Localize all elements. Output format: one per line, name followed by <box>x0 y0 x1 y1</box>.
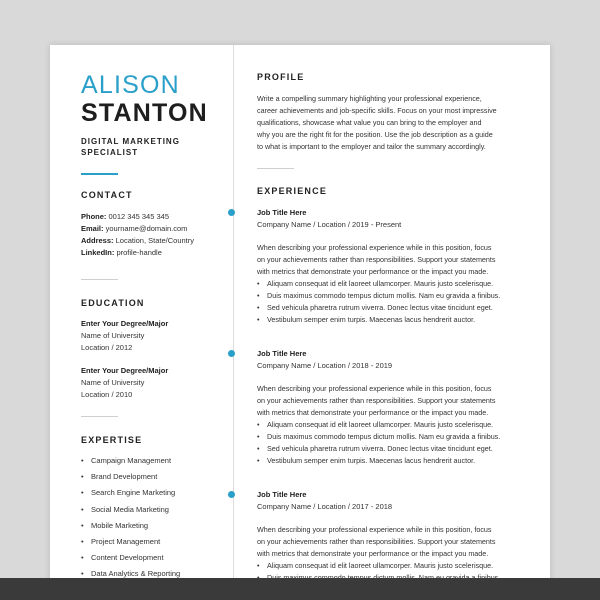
job-company: Company Name / Location / 2017 - 2018 <box>257 502 393 511</box>
job-bullets <box>257 419 527 467</box>
linkedin-value: profile-handle <box>116 248 162 257</box>
list-item: • Duis maximus commodo tempus dictum mollis. Nam eu gravida a finibus. <box>257 290 527 302</box>
job-entry <box>257 489 527 584</box>
last-name: STANTON <box>81 99 208 127</box>
university: Name of University <box>81 331 145 340</box>
list-item: • Vestibulum semper enim turpis. Maecenas lacus hendrerit auctor. <box>257 314 527 326</box>
linkedin-label: LinkedIn: <box>81 248 115 257</box>
phone-value: 0012 345 345 345 <box>108 212 169 221</box>
list-item: • Duis maximus commodo tempus dictum mollis. Nam eu gravida a finibus. <box>257 431 527 443</box>
list-item: • Aliquam consequat id elit laoreet ullamcorper. Mauris justo scelerisque. <box>257 278 527 290</box>
list-item: • Vestibulum semper enim turpis. Maecenas lacus hendrerit auctor. <box>257 455 527 467</box>
email-value: yourname@domain.com <box>105 224 188 233</box>
address-label: Address: <box>81 236 114 245</box>
column-divider <box>233 45 234 600</box>
job-role <box>81 136 221 158</box>
timeline-dot-icon <box>228 209 235 216</box>
first-name: ALISON <box>81 71 180 99</box>
text-line: on your achievements rather than responsibilities. Support your statements <box>257 537 496 546</box>
text-line: When describing your professional experience while in this position, focus <box>257 243 492 252</box>
location-year: Location / 2010 <box>81 390 133 399</box>
text-line: with metrics that demonstrate your performance or the impact you made. <box>257 408 489 417</box>
text-line: Write a compelling summary highlighting your professional experience, <box>257 94 482 103</box>
list-item: • Aliquam consequat id elit laoreet ullamcorper. Mauris justo scelerisque. <box>257 419 527 431</box>
list-item: • Aliquam consequat id elit laoreet ullamcorper. Mauris justo scelerisque. <box>257 560 527 572</box>
text-line: on your achievements rather than responsibilities. Support your statements <box>257 255 496 264</box>
text-line: why you are the right fit for the position. Use the job description as a guide <box>257 130 493 139</box>
job-role-line-2: SPECIALIST <box>81 148 139 157</box>
text-line: on your achievements rather than responsibilities. Support your statements <box>257 396 496 405</box>
resume-page <box>50 45 550 600</box>
text-line: When describing your professional experience while in this position, focus <box>257 525 492 534</box>
timeline-dot-icon <box>228 350 235 357</box>
list-item: • Content Development <box>81 552 221 568</box>
profile-summary <box>257 93 527 153</box>
education-heading: EDUCATION <box>81 298 145 308</box>
list-item: • Sed vehicula pharetra rutrum viverra. Donec lectus vitae tincidunt eget. <box>257 302 527 314</box>
contact-phone <box>81 211 221 223</box>
job-entry <box>257 207 527 326</box>
contact-address <box>81 235 221 247</box>
job-company: Company Name / Location / 2018 - 2019 <box>257 361 393 370</box>
list-item: • Social Media Marketing <box>81 504 221 520</box>
expertise-list <box>81 455 221 585</box>
job-description <box>257 524 527 560</box>
job-description <box>257 242 527 278</box>
list-item: • Project Management <box>81 536 221 552</box>
degree: Enter Your Degree/Major <box>81 319 169 328</box>
expertise-heading: EXPERTISE <box>81 435 143 445</box>
job-description <box>257 383 527 419</box>
list-item: • Mobile Marketing <box>81 520 221 536</box>
job-role-line-1: DIGITAL MARKETING <box>81 137 180 146</box>
degree: Enter Your Degree/Major <box>81 366 169 375</box>
list-item: • Campaign Management <box>81 455 221 471</box>
job-title: Job Title Here <box>257 208 307 217</box>
left-column <box>81 72 221 585</box>
accent-rule <box>81 173 118 175</box>
job-title: Job Title Here <box>257 349 307 358</box>
text-line: with metrics that demonstrate your performance or the impact you made. <box>257 267 489 276</box>
contact-heading: CONTACT <box>81 190 133 200</box>
experience-heading: EXPERIENCE <box>257 186 328 196</box>
job-title: Job Title Here <box>257 490 307 499</box>
list-item: • Brand Development <box>81 471 221 487</box>
phone-label: Phone: <box>81 212 107 221</box>
list-item: • Sed vehicula pharetra rutrum viverra. Donec lectus vitae tincidunt eget. <box>257 443 527 455</box>
job-entry <box>257 348 527 467</box>
text-line: qualifications, showcase what value you can bring to the employer and <box>257 118 482 127</box>
contact-linkedin <box>81 247 221 259</box>
university: Name of University <box>81 378 145 387</box>
contact-email <box>81 223 221 235</box>
address-value: Location, State/Country <box>115 236 194 245</box>
text-line: with metrics that demonstrate your performance or the impact you made. <box>257 549 489 558</box>
job-bullets <box>257 278 527 326</box>
right-column <box>257 72 527 584</box>
timeline-dot-icon <box>228 491 235 498</box>
contact-details <box>81 211 221 259</box>
bottom-bar <box>0 578 600 600</box>
location-year: Location / 2012 <box>81 343 133 352</box>
section-rule <box>81 416 118 417</box>
education-item <box>81 318 221 354</box>
list-item: • Data Analytics & Reporting <box>81 568 221 584</box>
job-company: Company Name / Location / 2019 - Present <box>257 220 402 229</box>
section-rule <box>257 168 294 169</box>
list-item: • Search Engine Marketing <box>81 487 221 503</box>
email-label: Email: <box>81 224 104 233</box>
section-rule <box>81 279 118 280</box>
text-line: career achievements and job-specific skills. Focus on your most impressive <box>257 106 497 115</box>
text-line: When describing your professional experience while in this position, focus <box>257 384 492 393</box>
profile-heading: PROFILE <box>257 72 305 82</box>
education-item <box>81 365 221 401</box>
text-line: to what is important to the employer and tailor the summary accordingly. <box>257 142 486 151</box>
